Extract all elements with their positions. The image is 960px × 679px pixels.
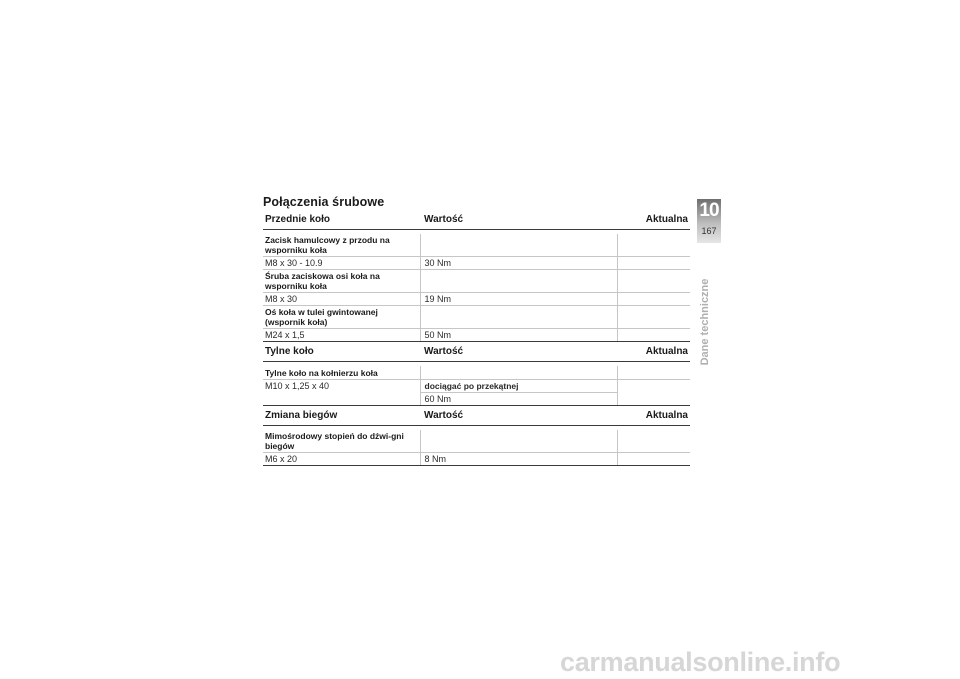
row-actual [617, 293, 690, 306]
row-value: 50 Nm [420, 329, 617, 342]
watermark: carmanualsonline.info [560, 647, 841, 677]
page-title: Połączenia śrubowe [263, 195, 385, 209]
row-value: 30 Nm [420, 257, 617, 270]
table-row [263, 306, 690, 329]
row-description: Mimośrodowy stopień do dźwi-gni biegów [263, 430, 420, 453]
row-value: 19 Nm [420, 293, 617, 306]
section-header-gear-shift [263, 406, 690, 426]
row-actual [617, 380, 690, 406]
table-row [263, 430, 690, 453]
row-spec: M24 x 1,5 [263, 329, 420, 342]
actual-column-header: Aktualna [617, 342, 690, 362]
table-row [263, 366, 690, 380]
row-value: 8 Nm [420, 453, 617, 466]
section-header-front-wheel [263, 210, 690, 230]
row-description: Oś koła w tulei gwintowanej (wspornik koła) [263, 306, 420, 329]
table-row [263, 257, 690, 270]
table-row [263, 293, 690, 306]
page-number: 167 [701, 226, 717, 236]
chapter-number: 10 [699, 200, 719, 221]
table-row [263, 453, 690, 466]
row-spec: M8 x 30 - 10.9 [263, 257, 420, 270]
row-description: Śruba zaciskowa osi koła na wsporniku koła [263, 270, 420, 293]
value-column-header: Wartość [420, 342, 617, 362]
row-actual [617, 453, 690, 466]
chapter-side-label-text: Dane techniczne [699, 278, 711, 366]
row-actual [617, 257, 690, 270]
row-spec: M8 x 30 [263, 293, 420, 306]
row-value-note: dociągać po przekątnej [420, 380, 617, 393]
row-spec: M6 x 20 [263, 453, 420, 466]
table-row [263, 234, 690, 257]
section-name: Przednie koło [263, 210, 420, 230]
row-description: Tylne koło na kołnierzu koła [263, 366, 420, 380]
row-description: Zacisk hamulcowy z przodu na wsporniku koła [263, 234, 420, 257]
actual-column-header: Aktualna [617, 406, 690, 426]
table-row [263, 380, 690, 393]
chapter-tab [697, 199, 721, 243]
row-actual [617, 329, 690, 342]
table-row [263, 329, 690, 342]
screw-connections-table [263, 210, 690, 466]
actual-column-header: Aktualna [617, 210, 690, 230]
section-header-rear-wheel [263, 342, 690, 362]
row-spec: M10 x 1,25 x 40 [263, 380, 420, 406]
value-column-header: Wartość [420, 210, 617, 230]
table-row [263, 270, 690, 293]
chapter-side-label [698, 272, 712, 372]
section-name: Tylne koło [263, 342, 420, 362]
value-column-header: Wartość [420, 406, 617, 426]
row-value: 60 Nm [420, 393, 617, 406]
section-name: Zmiana biegów [263, 406, 420, 426]
